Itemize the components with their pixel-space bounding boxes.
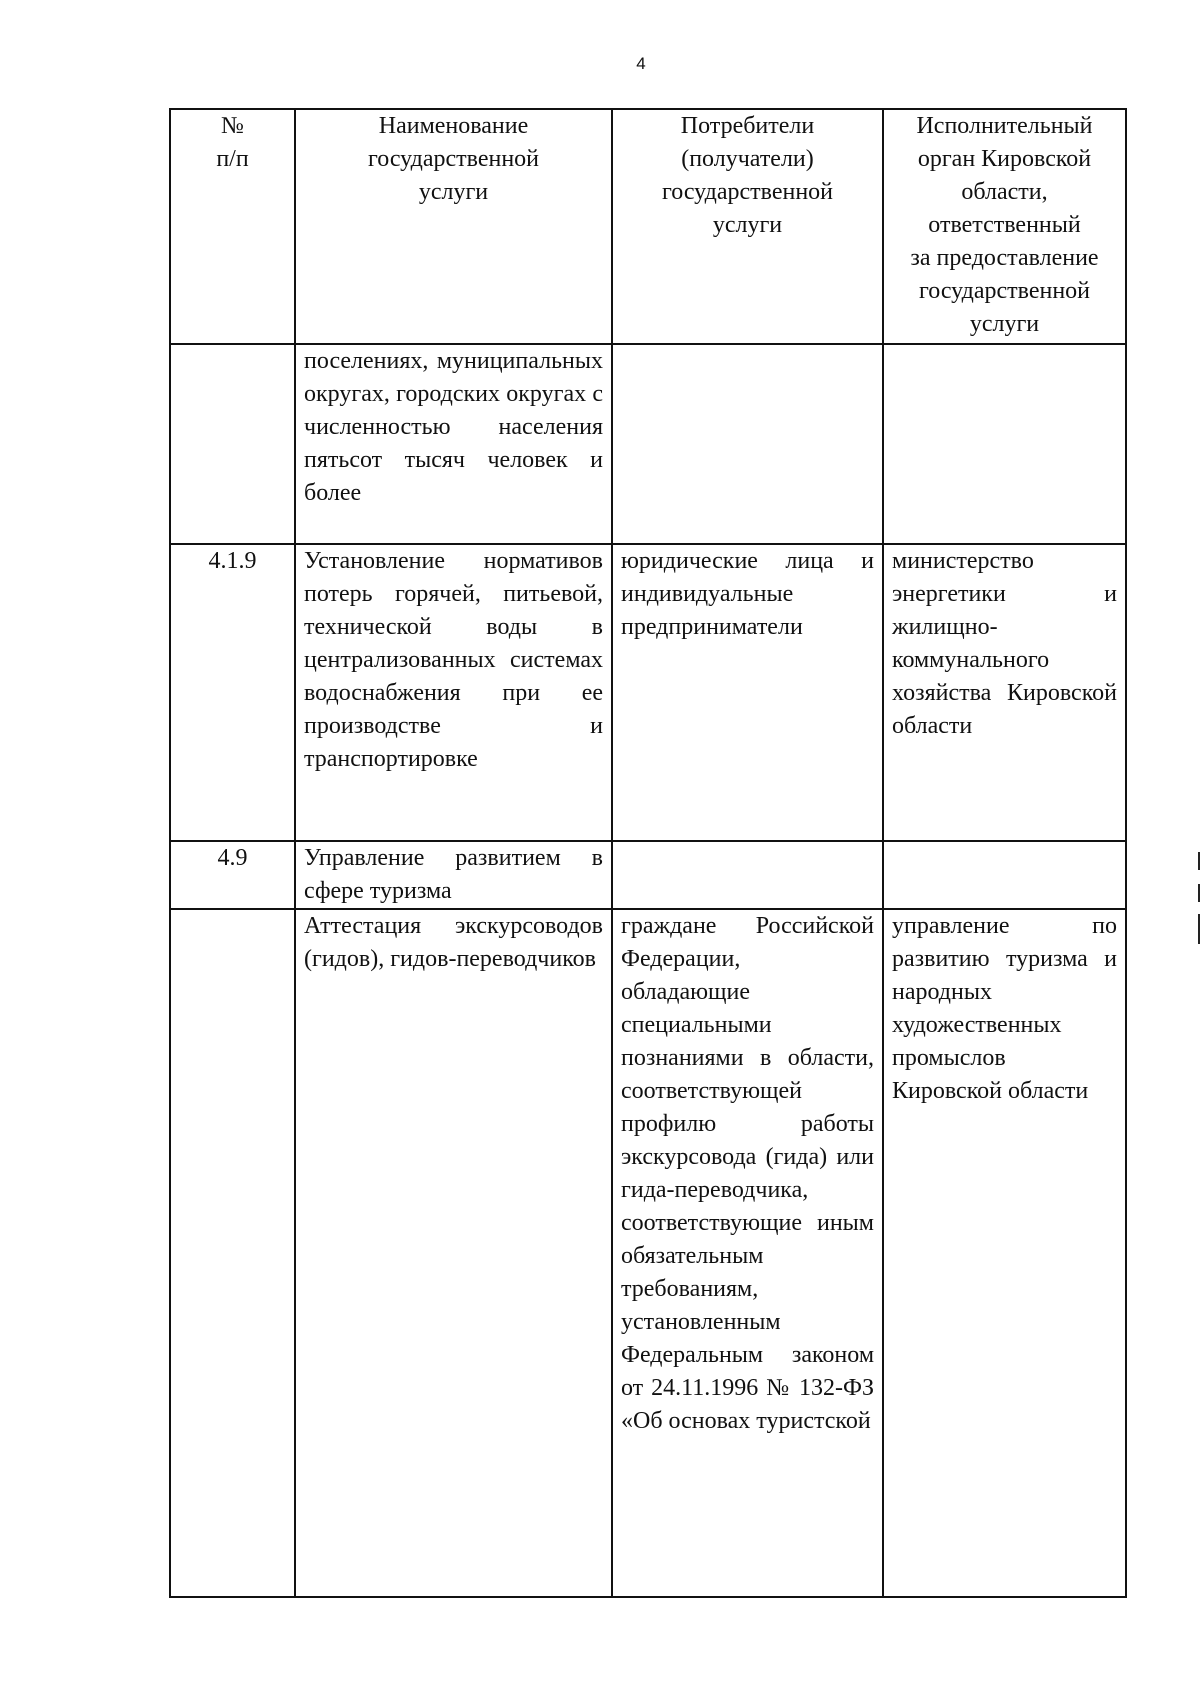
header-service-name: Наименование государственной услуги xyxy=(295,109,612,344)
row-agency: министерство энергетики и жилищно-коммунального хозяйства Кировской области xyxy=(883,544,1126,841)
row-num: 4.1.9 xyxy=(170,544,295,841)
row-consumers: юридические лица и индивидуальные предприниматели xyxy=(612,544,883,841)
header-consumers: Потребители (получатели) государственной услуги xyxy=(612,109,883,344)
row-num xyxy=(170,909,295,1597)
row-agency xyxy=(883,841,1126,909)
row-agency: управление по развитию туризма и народных художественных промыслов Кировской области xyxy=(883,909,1126,1597)
table-row xyxy=(170,544,1126,841)
row-num: 4.9 xyxy=(170,841,295,909)
row-service-name: Аттестация экскурсоводов (гидов), гидов-переводчиков xyxy=(295,909,612,1597)
table-header-row xyxy=(170,109,1126,344)
row-service-name: Управление развитием в сфере туризма xyxy=(295,841,612,909)
row-agency xyxy=(883,344,1126,544)
row-consumers xyxy=(612,344,883,544)
row-service-name: поселениях, муниципальных округах, городских округах с численностью населения пятьсот тысяч человек и более xyxy=(295,344,612,544)
services-table xyxy=(169,108,1127,1598)
header-agency: Исполнительный орган Кировской области, ответственный за предоставление государственной услуги xyxy=(883,109,1126,344)
page-number: 4 xyxy=(636,54,646,73)
table-row xyxy=(170,344,1126,544)
row-consumers: граждане Российской Федерации, обладающие специальными познаниями в области, соответствующей профилю работы экскурсовода (гида) или гида-переводчика, соответствующие иным обязательным требованиям, установленным Федеральным законом от 24.11.1996 № 132-ФЗ «Об основах туристской xyxy=(612,909,883,1597)
header-num: № п/п xyxy=(170,109,295,344)
row-service-name: Установление нормативов потерь горячей, питьевой, технической воды в централизованных системах водоснабжения при ее производстве и транспортировке xyxy=(295,544,612,841)
table-row xyxy=(170,909,1126,1597)
table-row xyxy=(170,841,1126,909)
row-consumers xyxy=(612,841,883,909)
row-num xyxy=(170,344,295,544)
